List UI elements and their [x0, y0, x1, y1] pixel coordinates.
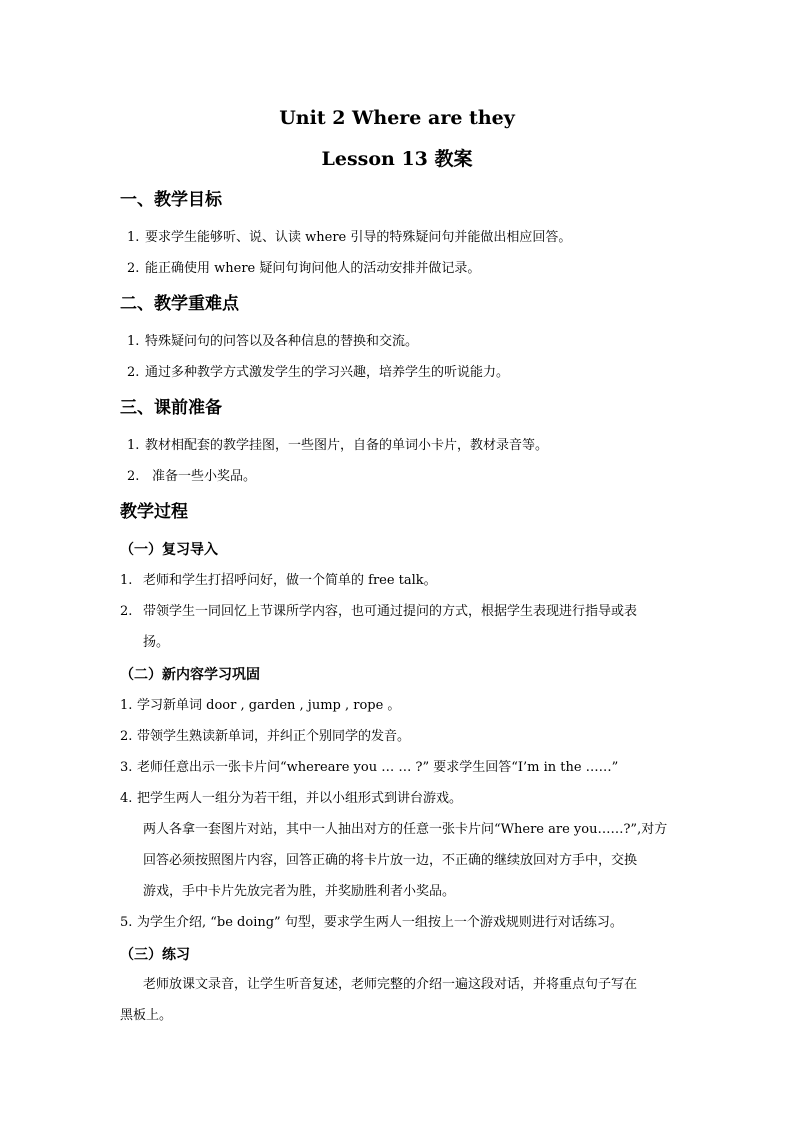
- list-item: 准备一些小奖品。: [152, 469, 257, 484]
- game-paragraph-line: 两人各拿一套图片对站，其中一人抽出对方的任意一张卡片问“Where are you……?”,对方: [143, 822, 668, 837]
- list-item: 老师和学生打招呼问好，做一个简单的 free talk。: [143, 573, 437, 588]
- subsection-heading-practice: （三）练习: [120, 947, 190, 963]
- list-item: 能正确使用 where 疑问句询问他人的活动安排并做记录。: [145, 261, 481, 276]
- list-number: 1.: [120, 573, 133, 588]
- section-heading-key-points: 二、教学重难点: [120, 294, 239, 314]
- list-number: 3.: [120, 760, 133, 775]
- list-number: 2.: [127, 261, 140, 276]
- list-item: 学习新单词 door , garden , jump , rope 。: [137, 698, 401, 713]
- practice-paragraph-line: 老师放课文录音，让学生听音复述，老师完整的介绍一遍这段对话，并将重点句子写在: [143, 977, 638, 992]
- list-number: 5.: [120, 915, 133, 930]
- list-item: 通过多种教学方式激发学生的学习兴趣，培养学生的听说能力。: [145, 365, 510, 380]
- list-item: 要求学生能够听、说、认读 where 引导的特殊疑问句并能做出相应回答。: [145, 230, 572, 245]
- list-number: 1.: [120, 698, 133, 713]
- section-heading-process: 教学过程: [120, 502, 188, 522]
- game-paragraph-line: 回答必须按照图片内容，回答正确的将卡片放一边，不正确的继续放回对方手中，交换: [143, 853, 638, 868]
- list-item: 老师任意出示一张卡片问“whereare you … … ?” 要求学生回答“I’m in the ……”: [137, 760, 619, 775]
- list-number: 4.: [120, 791, 133, 806]
- document-title: Unit 2 Where are they: [279, 107, 515, 129]
- list-item: 为学生介绍, “be doing” 句型，要求学生两人一组按上一个游戏规则进行对话练习。: [137, 915, 623, 930]
- list-number: 1.: [127, 334, 140, 349]
- list-item: 教材相配套的教学挂图，一些图片，自备的单词小卡片，教材录音等。: [145, 438, 549, 453]
- list-item: 特殊疑问句的问答以及各种信息的替换和交流。: [145, 334, 419, 349]
- list-number: 2.: [127, 365, 140, 380]
- section-heading-preparation: 三、课前准备: [120, 398, 222, 418]
- document-subtitle: Lesson 13 教案: [321, 148, 473, 170]
- practice-paragraph-line: 黑板上。: [120, 1008, 173, 1023]
- list-item: 带领学生一同回忆上节课所学内容，也可通过提问的方式，根据学生表现进行指导或表: [143, 604, 638, 619]
- game-paragraph-line: 游戏，手中卡片先放完者为胜，并奖励胜利者小奖品。: [143, 884, 456, 899]
- subsection-heading-new-content: （二）新内容学习巩固: [120, 667, 260, 683]
- list-item: 带领学生熟读新单词，并纠正个别同学的发音。: [137, 729, 411, 744]
- list-item: 把学生两人一组分为若干组，并以小组形式到讲台游戏。: [137, 791, 463, 806]
- list-item-continuation: 扬。: [143, 635, 170, 650]
- section-heading-objectives: 一、教学目标: [120, 190, 222, 210]
- list-number: 2.: [120, 604, 133, 619]
- list-number: 1.: [127, 230, 140, 245]
- list-number: 1.: [127, 438, 140, 453]
- subsection-heading-review: （一）复习导入: [120, 542, 218, 558]
- list-number: 2.: [127, 469, 140, 484]
- list-number: 2.: [120, 729, 133, 744]
